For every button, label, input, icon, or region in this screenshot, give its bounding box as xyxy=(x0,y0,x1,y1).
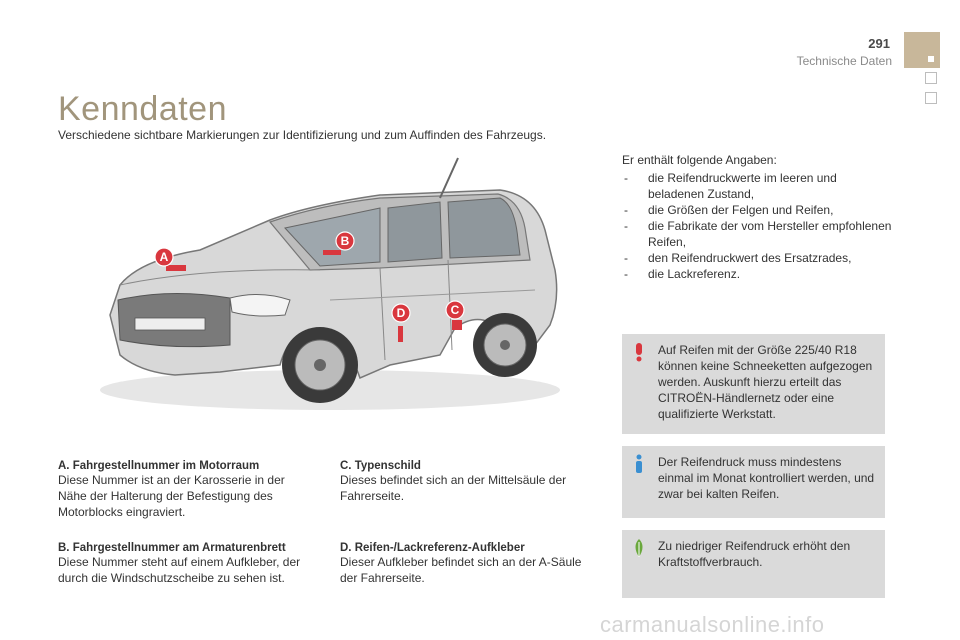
headlight xyxy=(230,294,290,316)
info-icon xyxy=(632,454,646,474)
marker-b xyxy=(323,250,341,255)
section-d xyxy=(340,542,598,586)
list-item: - die Größen der Felgen und Reifen, xyxy=(622,202,892,218)
section-d-body: Dieser Aufkleber befindet sich an der A-Säule der Fahrerseite. xyxy=(340,555,582,585)
svg-text:C: C xyxy=(450,303,460,317)
section-a-body: Diese Nummer ist an der Karosserie in der Nähe der Halterung der Befestigung des Motorblocks eingraviert. xyxy=(58,473,285,519)
car-illustration xyxy=(80,150,580,415)
section-c-heading: C. Typenschild xyxy=(340,460,421,472)
section-b xyxy=(58,542,310,586)
front-wheel xyxy=(282,327,358,403)
watermark: carmanualsonline.info xyxy=(600,612,825,637)
warning-box xyxy=(622,334,885,434)
info-list xyxy=(622,170,892,282)
eco-box xyxy=(622,530,885,598)
nav-square-2 xyxy=(925,92,937,104)
page-title: Kenndaten xyxy=(58,90,227,128)
tire-label-info xyxy=(622,152,892,282)
marker-c xyxy=(452,320,462,330)
svg-text:B: B xyxy=(340,234,350,248)
svg-text:A: A xyxy=(159,250,169,264)
tab-marker xyxy=(928,56,934,62)
warning-text: Auf Reifen mit der Größe 225/40 R18 können keine Schneeketten aufgezogen werden. Auskunft hierzu erteilt das CITROËN-Händlernetz oder eine qualifizierte Werkstatt. xyxy=(658,343,873,421)
list-item: - die Fabrikate der vom Hersteller empfohlenen Reifen, xyxy=(622,218,892,250)
callout-c xyxy=(446,301,464,319)
svg-text:D: D xyxy=(396,306,406,320)
info-text: Der Reifendruck muss mindestens einmal im Monat kontrolliert werden, und zwar bei kalten Reifen. xyxy=(658,455,875,501)
list-item: - die Lackreferenz. xyxy=(622,266,892,282)
section-b-body: Diese Nummer steht auf einem Aufkleber, der durch die Windschutzscheibe zu sehen ist. xyxy=(58,555,301,585)
callout-a xyxy=(155,248,173,266)
chapter-tab xyxy=(904,32,940,68)
warning-icon xyxy=(632,342,646,362)
license-plate xyxy=(135,318,205,330)
eco-text: Zu niedriger Reifendruck erhöht den Kraftstoffverbrauch. xyxy=(658,539,851,569)
rear-side-window xyxy=(448,198,520,258)
page-number: 291 xyxy=(868,36,890,51)
marker-d xyxy=(398,326,403,342)
rear-wheel xyxy=(473,313,537,377)
list-item: - die Reifendruckwerte im leeren und beladenen Zustand, xyxy=(622,170,892,202)
eco-leaf-icon xyxy=(632,538,646,558)
front-side-window xyxy=(388,202,442,262)
nav-square-1 xyxy=(925,72,937,84)
callout-b xyxy=(336,232,354,250)
section-a-heading: A. Fahrgestellnummer im Motorraum xyxy=(58,460,260,472)
marker-a xyxy=(166,265,186,271)
section-title: Technische Daten xyxy=(796,54,892,68)
section-a xyxy=(58,460,308,520)
section-d-heading: D. Reifen-/Lackreferenz-Aufkleber xyxy=(340,542,525,554)
section-c xyxy=(340,460,590,504)
info-intro: Er enthält folgende Angaben: xyxy=(622,153,777,167)
page-subtitle: Verschiedene sichtbare Markierungen zur Identifizierung und zum Auffinden des Fahrzeugs. xyxy=(58,128,547,142)
list-item: - den Reifendruckwert des Ersatzrades, xyxy=(622,250,892,266)
section-b-heading: B. Fahrgestellnummer am Armaturenbrett xyxy=(58,542,286,554)
section-c-body: Dieses befindet sich an der Mittelsäule der Fahrerseite. xyxy=(340,473,567,503)
info-box xyxy=(622,446,885,518)
callout-d xyxy=(392,304,410,322)
